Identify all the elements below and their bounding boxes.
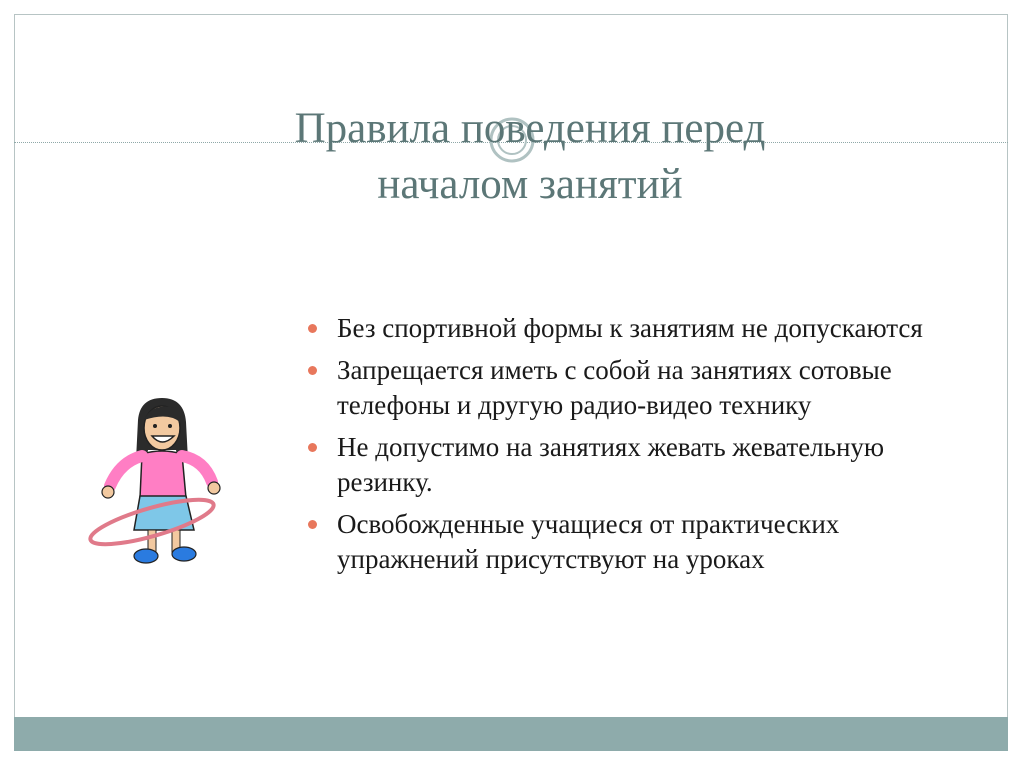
- list-item: [304, 311, 944, 346]
- title-line-1: Правила поведения перед: [294, 105, 766, 152]
- bullet-dot-icon: [308, 324, 317, 333]
- bullet-list: [304, 311, 944, 584]
- bullet-text: Не допустимо на занятиях жевать жевательную резинку.: [337, 432, 885, 497]
- footer-bar: [14, 717, 1008, 751]
- girl-with-hula-hoop-icon: [80, 390, 240, 580]
- bullet-dot-icon: [308, 443, 317, 452]
- title-line-2: началом занятий: [377, 161, 683, 208]
- bullet-text: Без спортивной формы к занятиям не допускаются: [337, 313, 923, 343]
- bullet-text: Освобожденные учащиеся от практических упражнений присутствуют на уроках: [337, 509, 840, 574]
- bullet-dot-icon: [308, 366, 317, 375]
- bullet-dot-icon: [308, 520, 317, 529]
- list-item: [304, 353, 944, 423]
- bullet-text: Запрещается иметь с собой на занятиях сотовые телефоны и другую радио-видео технику: [337, 355, 892, 420]
- list-item: [304, 507, 944, 577]
- list-item: [304, 430, 944, 500]
- slide-title: [190, 101, 870, 213]
